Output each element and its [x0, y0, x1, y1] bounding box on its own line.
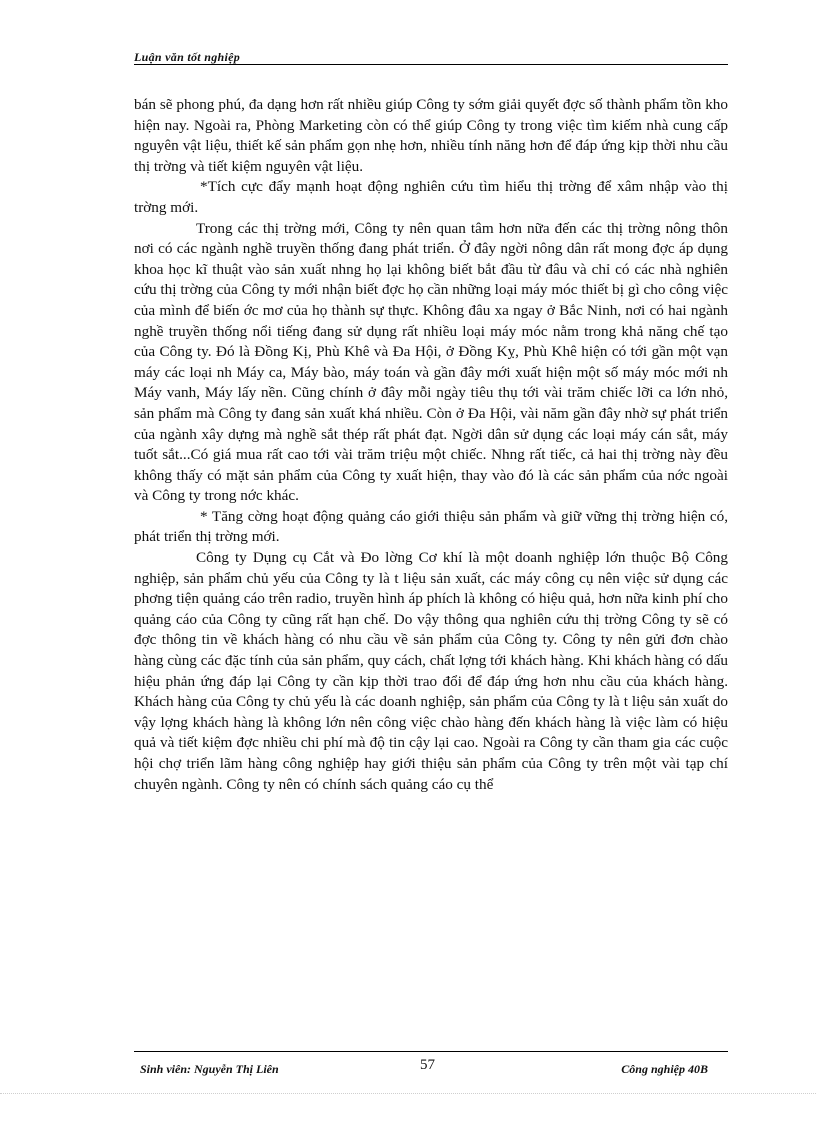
paragraph-continuation: bán sẽ phong phú, đa dạng hơn rất nhiều giúp Công ty sớm giải quyết đợc số thành phẩm tồn kho hiện nay. Ngoài ra, Phòng Marketing còn có thể giúp Công ty trong việc tìm kiếm nhà cung cấp nguyên vật liệu, thiết kế sản phẩm gọn nhẹ hơn, nhiều tính năng hơn để đáp ứng kịp thời nhu cầu thị trờng và tiết kiệm nguyên vật liệu. [134, 96, 728, 175]
page-edge-divider [0, 1093, 816, 1094]
page-number: 57 [420, 1057, 435, 1073]
page-header [134, 50, 728, 65]
header-title: Luận văn tốt nghiệp [134, 50, 241, 64]
paragraph-advertising: Công ty Dụng cụ Cắt và Đo lờng Cơ khí là một doanh nghiệp lớn thuộc Bộ Công nghiệp, sản phẩm chủ yếu của Công ty là t liệu sản xuất, các máy công cụ nên việc sử dụng các phơng tiện quảng cáo trên radio, truyền hình áp phích là không có hiệu quả, hơn nữa kinh phí cho quảng cáo của Công ty cũng rất hạn chế. Do vậy thông qua nghiên cứu thị trờng Công ty sẽ có đợc thông tin về khách hàng có nhu cầu về sản phẩm của Công ty. Công ty nên gửi đơn chào hàng cùng các đặc tính của sản phẩm, quy cách, chất lợng tới khách hàng. Khi khách hàng có dấu hiệu phản ứng đáp lại Công ty cần kịp thời trao đổi để đáp ứng hơn nhu cầu của khách hàng. Khách hàng của Công ty chủ yếu là các doanh nghiệp, sản phẩm của Công ty là t liệu sản xuất do vậy lợng khách hàng là không lớn nên công việc chào hàng đến khách hàng là việc làm có hiệu quả và tiết kiệm đợc nhiều chi phí mà độ tin cậy lại cao. Ngoài ra Công ty cần tham gia các cuộc hội chợ triển lãm hàng công nghiệp hay giới thiệu sản phẩm của Công ty trên một vài tạp chí chuyên ngành. Công ty nên có chính sách quảng cáo cụ thể [134, 549, 728, 793]
paragraph-heading-market-research: *Tích cực đẩy mạnh hoạt động nghiên cứu tìm hiểu thị trờng để xâm nhập vào thị trờng mới. [134, 178, 728, 216]
paragraph-rural-markets: Trong các thị trờng mới, Công ty nên quan tâm hơn nữa đến các thị trờng nông thôn nơi có các ngành nghề truyền thống đang phát triển. Ở đây ngời nông dân rất mong đợc áp dụng khoa học kĩ thuật vào sản xuất nhng họ lại không biết bắt đầu từ đâu và chỉ có các nhà nghiên cứu thị trờng của Công ty mới nhận biết đợc họ cần những loại máy móc thiết bị gì cho công việc của mình để biến ớc mơ của họ thành sự thực. Không đâu xa ngay ở Bắc Ninh, nơi có hai ngành nghề truyền thống nổi tiếng đang sử dụng rất nhiều loại máy móc nằm trong khả năng chế tạo của Công ty. Đó là Đồng Kị, Phù Khê và Đa Hội, ở Đồng Kỵ, Phù Khê hiện có tới gần một vạn máy các loại nh Máy ca, Máy bào, máy toán và gần đây mới xuất hiện một số máy móc mới nh Máy vanh, Máy lấy nền. Cũng chính ở đây mỗi ngày tiêu thụ tới vài trăm chiếc lỡi ca lớn nhỏ, sản phẩm mà Công ty đang sản xuất khá nhiều. Còn ở Đa Hội, vài năm gần đây nhờ sự phát triển của ngành xây dựng mà nghề sắt thép rất phát đạt. Ngời dân sử dụng các loại máy cán sắt, máy tuốt sắt...Có giá mua rất cao tới vài trăm triệu một chiếc. Nhng rất tiếc, cả hai thị trờng này đều không thấy có mặt sản phẩm của Công ty xuất hiện, thay vào đó là các sản phẩm của nớc ngoài và Công ty trong nớc khác. [134, 219, 728, 505]
header-rule [134, 64, 728, 65]
document-body [134, 95, 728, 795]
paragraph-heading-advertising: * Tăng cờng hoạt động quảng cáo giới thiệu sản phẩm và giữ vững thị trờng hiện có, phát triển thị trờng mới. [134, 507, 728, 546]
footer-student-name: Sinh viên: Nguyễn Thị Liên [140, 1062, 279, 1076]
footer-class-name: Công nghiệp 40B [621, 1062, 708, 1076]
footer-rule [134, 1051, 728, 1052]
page-footer [134, 1058, 728, 1078]
